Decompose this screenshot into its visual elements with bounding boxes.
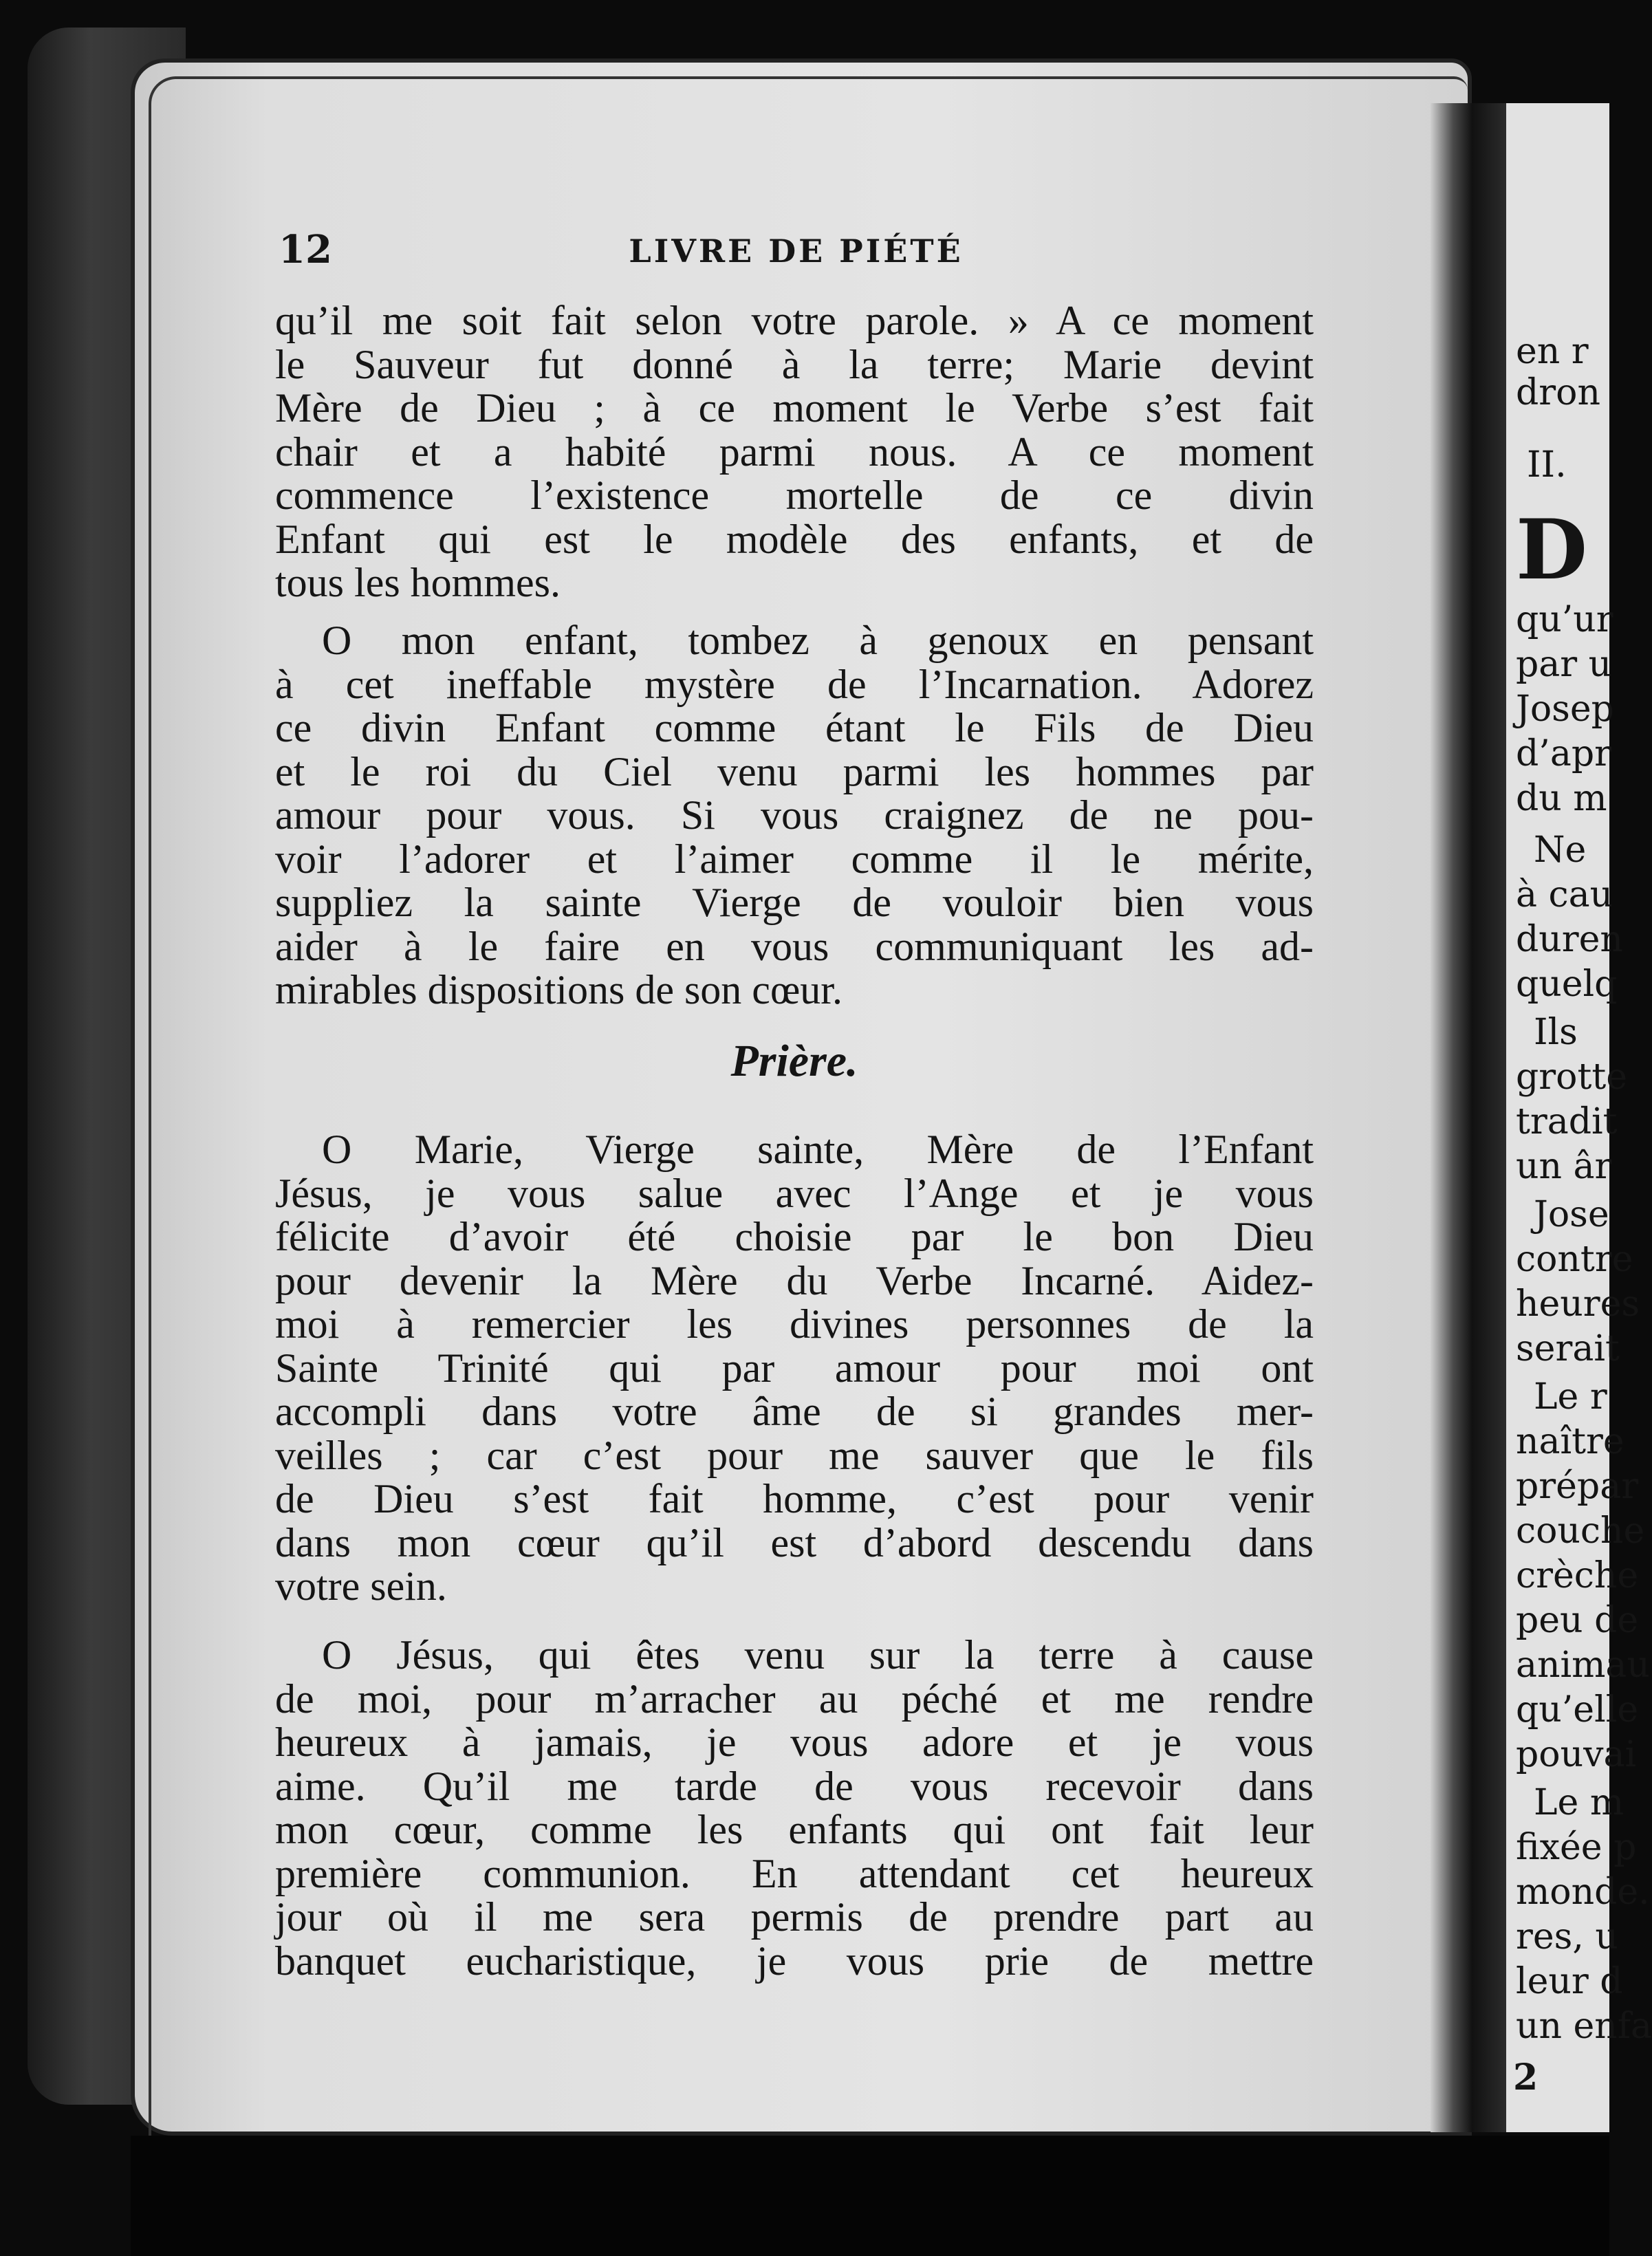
facing-line: en r	[1516, 331, 1589, 372]
text-line: aider à le faire en vous communiquant les ad-	[275, 923, 1314, 969]
facing-drop-cap: D	[1516, 501, 1588, 598]
section-heading: Prière.	[730, 1036, 858, 1086]
facing-line: serait	[1516, 1328, 1620, 1369]
text-line: tous les hommes.	[275, 560, 561, 605]
facing-signature-mark: 2	[1513, 2057, 1539, 2098]
text-line: à cet ineffable mystère de l’Incarnation. Adorez	[275, 661, 1314, 707]
facing-line: qu’elle	[1516, 1689, 1639, 1731]
facing-line: quelq	[1516, 964, 1618, 1005]
facing-line: monde.	[1516, 1872, 1650, 1913]
text-line: félicite d’avoir été choisie par le bon Dieu	[275, 1214, 1314, 1259]
text-line: Mère de Dieu ; à ce moment le Verbe s’est fait	[275, 385, 1314, 431]
facing-line: peu de	[1516, 1600, 1639, 1641]
facing-line: du m	[1516, 778, 1607, 819]
facing-line: II.	[1527, 444, 1567, 486]
running-title: LIVRE DE PIÉTÉ	[629, 232, 964, 270]
text-line: amour pour vous. Si vous craignez de ne pou-	[275, 792, 1314, 838]
bottom-shadow	[131, 2136, 1609, 2256]
text-line: chair et a habité parmi nous. A ce moment	[275, 429, 1314, 475]
text-line: O Marie, Vierge sainte, Mère de l’Enfant	[322, 1127, 1314, 1172]
facing-line: d’apr	[1516, 733, 1611, 774]
text-line: Enfant qui est le modèle des enfants, et de	[275, 516, 1314, 562]
facing-line: duren	[1516, 919, 1623, 960]
facing-line: Ne	[1534, 829, 1587, 871]
text-line: le Sauveur fut donné à la terre; Marie devint	[275, 341, 1314, 387]
facing-line: Le r	[1534, 1376, 1607, 1418]
paragraph-2	[275, 619, 1314, 1012]
text-line: heureux à jamais, je vous adore et je vous	[275, 1720, 1314, 1765]
text-line: mon cœur, comme les enfants qui ont fait leur	[275, 1807, 1314, 1852]
facing-line: Ils	[1534, 1012, 1578, 1053]
text-line: suppliez la sainte Vierge de vouloir bien vous	[275, 880, 1314, 925]
facing-line: fixée p	[1516, 1827, 1637, 1868]
text-line: de Dieu s’est fait homme, c’est pour venir	[275, 1476, 1314, 1521]
page-number: 12	[279, 227, 332, 272]
facing-page	[1506, 103, 1652, 2132]
facing-line: crèche	[1516, 1555, 1639, 1596]
facing-line: qu’ur	[1516, 599, 1613, 640]
facing-line: un enfa	[1516, 2006, 1652, 2047]
text-line: voir l’adorer et l’aimer comme il le mérite,	[275, 836, 1314, 882]
text-line: dans mon cœur qu’il est d’abord descendu dans	[275, 1519, 1314, 1565]
text-line: O Jésus, qui êtes venu sur la terre à cause	[322, 1632, 1314, 1678]
facing-line: Le m	[1534, 1782, 1624, 1823]
text-line: qu’il me soit fait selon votre parole. » A ce moment	[275, 298, 1314, 343]
facing-line: heures	[1516, 1283, 1640, 1325]
text-line: pour devenir la Mère du Verbe Incarné. Aidez-	[275, 1257, 1314, 1303]
facing-line: animau	[1516, 1645, 1650, 1686]
facing-line: tradit	[1516, 1101, 1618, 1142]
book-gutter	[1431, 103, 1506, 2132]
text-line: ce divin Enfant comme étant le Fils de Dieu	[275, 705, 1314, 750]
text-line: Sainte Trinité qui par amour pour moi ont	[275, 1345, 1314, 1391]
facing-line: res, u	[1516, 1916, 1618, 1957]
facing-line: Josep	[1516, 688, 1614, 730]
facing-line: pouvai	[1516, 1734, 1637, 1775]
page-header	[279, 227, 1314, 275]
facing-line: grotte	[1516, 1056, 1628, 1098]
text-line: votre sein.	[275, 1563, 447, 1609]
text-line: banquet eucharistique, je vous prie de mettre	[275, 1938, 1314, 1984]
facing-line: par u	[1516, 644, 1612, 685]
text-line: Jésus, je vous salue avec l’Ange et je vous	[275, 1170, 1314, 1216]
facing-line: naître	[1516, 1421, 1624, 1462]
facing-line: Jose	[1534, 1194, 1609, 1235]
paragraph-3	[275, 1128, 1314, 1609]
paragraph-1	[275, 299, 1314, 605]
facing-line: couche	[1516, 1510, 1645, 1552]
text-line: aime. Qu’il me tarde de vous recevoir dans	[275, 1763, 1314, 1809]
paragraph-4	[275, 1634, 1314, 1983]
text-line: veilles ; car c’est pour me sauver que le fils	[275, 1432, 1314, 1478]
text-line: commence l’existence mortelle de ce divin	[275, 473, 1314, 518]
text-line: mirables dispositions de son cœur.	[275, 967, 843, 1012]
facing-line: dron	[1516, 372, 1600, 413]
text-line: O mon enfant, tombez à genoux en pensant	[322, 618, 1314, 663]
text-line: première communion. En attendant cet heureux	[275, 1850, 1314, 1896]
facing-line: à cau	[1516, 874, 1613, 915]
text-line: et le roi du Ciel venu parmi les hommes par	[275, 748, 1314, 794]
text-line: jour où il me sera permis de prendre part au	[275, 1894, 1314, 1940]
text-line: de moi, pour m’arracher au péché et me rendre	[275, 1675, 1314, 1722]
text-line: accompli dans votre âme de si grandes mer-	[275, 1389, 1314, 1434]
facing-line: contre	[1516, 1239, 1633, 1280]
facing-line: leur d	[1516, 1961, 1623, 2002]
text-line: moi à remercier les divines personnes de la	[275, 1301, 1314, 1347]
facing-line: prépar	[1516, 1466, 1639, 1507]
facing-line: un âr	[1516, 1146, 1612, 1187]
